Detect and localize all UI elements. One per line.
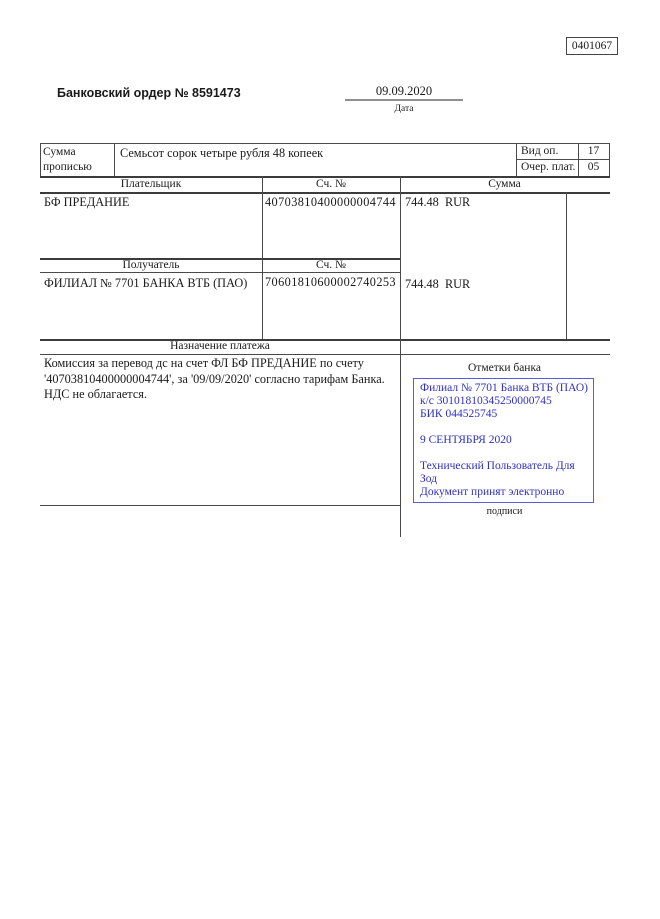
stamp-blank-line [420,447,593,460]
table-border [40,272,400,273]
stamp-bank-name: Филиал № 7701 Банка ВТБ (ПАО) [420,382,588,394]
amount-in-words-label: Сумма прописью [43,146,92,173]
payer-name: БФ ПРЕДАНИЕ [44,195,130,209]
amount-column-label: Сумма [488,178,521,190]
document-title: Банковский ордер № 8591473 [57,86,241,100]
date-value: 09.09.2020 [375,84,433,98]
table-border [566,192,567,339]
payment-purpose-label: Назначение платежа [170,340,270,352]
table-border [40,192,610,194]
payee-section-label: Получатель [122,259,180,271]
table-border [114,143,115,176]
payment-purpose-text: Комиссия за перевод дс на счет ФЛ БФ ПРЕДАНИЕ по счету '40703810400000004744', за '09/09/2020' согласно тарифам Банка. НДС не облагается. [44,356,385,401]
payee-amount: 744.48 RUR [405,277,471,291]
payee-account-number: 70601810600002740253 [265,275,396,289]
payee-name: ФИЛИАЛ № 7701 БАНКА ВТБ (ПАО) [44,276,248,290]
payment-priority-value: 05 [587,161,600,173]
amount-in-words-value: Семьсот сорок четыре рубля 48 копеек [120,146,324,160]
stamp-bik: БИК 044525745 [420,408,498,420]
payer-amount: 744.48 RUR [405,195,471,209]
table-border-top [40,143,610,144]
stamp-user-line-1: Технический Пользователь Для [420,460,575,472]
table-border [262,176,263,339]
bank-stamp-box [413,378,594,503]
payer-account-column-label: Сч. № [315,178,347,190]
date-label: Дата [394,104,414,114]
stamp-date: 9 СЕНТЯБРЯ 2020 [420,434,512,446]
form-code-box: 0401067 [566,37,618,55]
date-underline [345,99,463,101]
operation-type-value: 17 [587,145,600,157]
stamp-user-line-2: Зод [420,473,438,485]
table-border [516,143,517,176]
stamp-corr-account: к/с 30101810345250000745 [420,395,552,407]
table-border [40,143,41,176]
payer-account-number: 40703810400000004744 [265,195,396,209]
table-border [609,143,610,176]
table-border [516,159,610,160]
operation-type-label: Вид оп. [521,145,559,157]
table-border [40,354,610,355]
stamp-blank-line [420,421,593,434]
payer-section-label: Плательщик [120,178,182,190]
signatures-label: подписи [486,506,523,517]
payment-priority-label: Очер. плат. [521,161,576,173]
table-border-bottom [40,505,400,506]
bank-marks-label: Отметки банка [468,362,541,374]
stamp-accepted-note: Документ принят электронно [420,486,565,498]
payee-account-column-label: Сч. № [315,259,347,271]
